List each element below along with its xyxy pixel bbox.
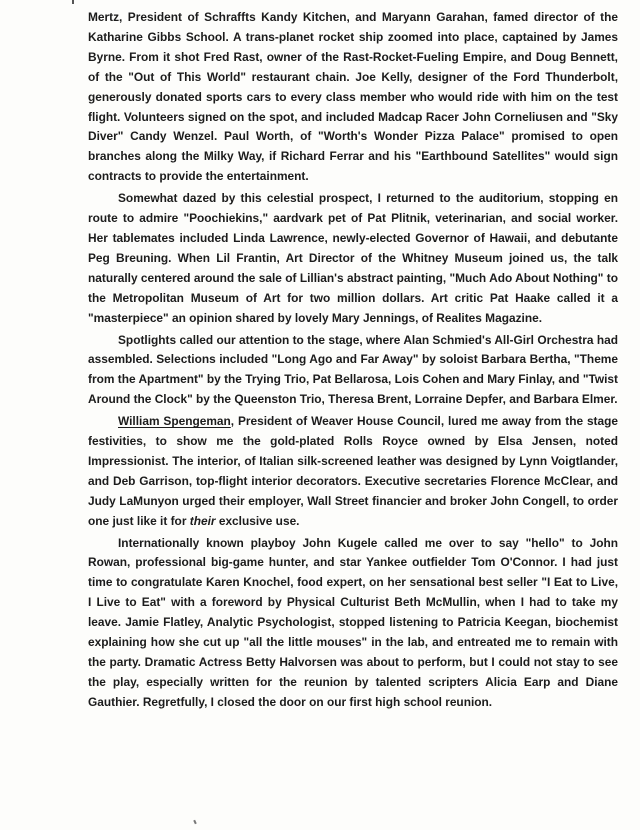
- paragraph-3: [88, 331, 618, 411]
- underlined-name: William Spengeman: [118, 414, 231, 429]
- paragraph-4: [88, 412, 618, 531]
- paragraph-2-text: Somewhat dazed by this celestial prospect, I returned to the auditorium, stopping en route to admire "Poochiekins," aardvark pet of Pat Plitnik, veterinarian, and social worker. Her tablemates included Linda Lawrence, newly-elected Governor of Hawaii, and debutante Peg Breuning. When Lil Frantin, Art Director of the Whitney Museum joined us, the talk naturally centered around the sale of Lillian's abstract painting, "Much Ado About Nothing" to the Metropolitan Museum of Art for two million dollars. Art critic Pat Haake called it a "masterpiece" an opinion shared by lovely Mary Jennings, of Realites Magazine.: [88, 191, 618, 325]
- italic-word: their: [189, 513, 216, 528]
- document-body: [88, 8, 618, 715]
- paragraph-1-text: Mertz, President of Schraffts Kandy Kitchen, and Maryann Garahan, famed director of the Katharine Gibbs School. A trans-planet rocket ship zoomed into place, captained by James Byrne. From it shot Fred Rast, owner of the Rast-Rocket-Fueling Empire, and Doug Bennett, of the "Out of This World" restaurant chain. Joe Kelly, designer of the Ford Thunderbolt, generously donated sports cars to every class member who would ride with him on the test flight. Volunteers signed on the spot, and included Madcap Racer John Corneliusen and "Sky Diver" Candy Wenzel. Paul Worth, of "Worth's Wonder Pizza Palace" promised to open branches along the Milky Way, if Richard Ferrar and his "Earthbound Satellites" would sign contracts to provide the entertainment.: [88, 10, 618, 184]
- paragraph-1: [88, 8, 618, 187]
- paragraph-4-text-a: , President of Weaver House Council, lured me away from the stage festivities, to show me the gold-plated Rolls Royce owned by Elsa Jensen, noted Impressionist. The interior, of Italian silk-screened leather was designed by Lynn Voigtlander, and Deb Garrison, top-flight interior decorators. Executive secretaries Florence McClear, and Judy LaMunyon urged their employer, Wall Street financier and broker John Congell, to order one just like it for: [88, 414, 619, 528]
- paragraph-5-text: Internationally known playboy John Kugele called me over to say "hello" to John Rowan, professional big-game hunter, and star Yankee outfielder Tom O'Connor. I had just time to congratulate Karen Knochel, food expert, on her sensational best seller "I Eat to Live, I Live to Eat" with a foreword by Physical Culturist Beth McMullin, when I had to take my leave. Jamie Flatley, Analytic Psychologist, stopped listening to Patricia Keegan, biochemist explaining how she cut up "all the little mouses" in the lab, and entreated me to remain with the party. Dramatic Actress Betty Halvorsen was about to perform, but I could not stay to see the play, especially written for the reunion by talented scripters Alicia Earp and Diane Gauthier. Regretfully, I closed the door on our first high school reunion.: [88, 535, 618, 709]
- scan-speck: [72, 0, 74, 4]
- paragraph-2: [88, 189, 618, 328]
- paragraph-4-text-b: exclusive use.: [215, 513, 300, 528]
- paragraph-3-text: Spotlights called our attention to the stage, where Alan Schmied's All-Girl Orchestra had assembled. Selections included "Long Ago and Far Away" by soloist Barbara Bertha, "Theme from the Apartment" by the Trying Trio, Pat Bellarosa, Lois Cohen and Mary Finlay, and "Twist Around the Clock" by the Queenston Trio, Theresa Brent, Lorraine Depfer, and Barbara Elmer.: [88, 332, 618, 407]
- paragraph-5: [88, 534, 618, 713]
- scan-speck-bottom: [193, 820, 197, 824]
